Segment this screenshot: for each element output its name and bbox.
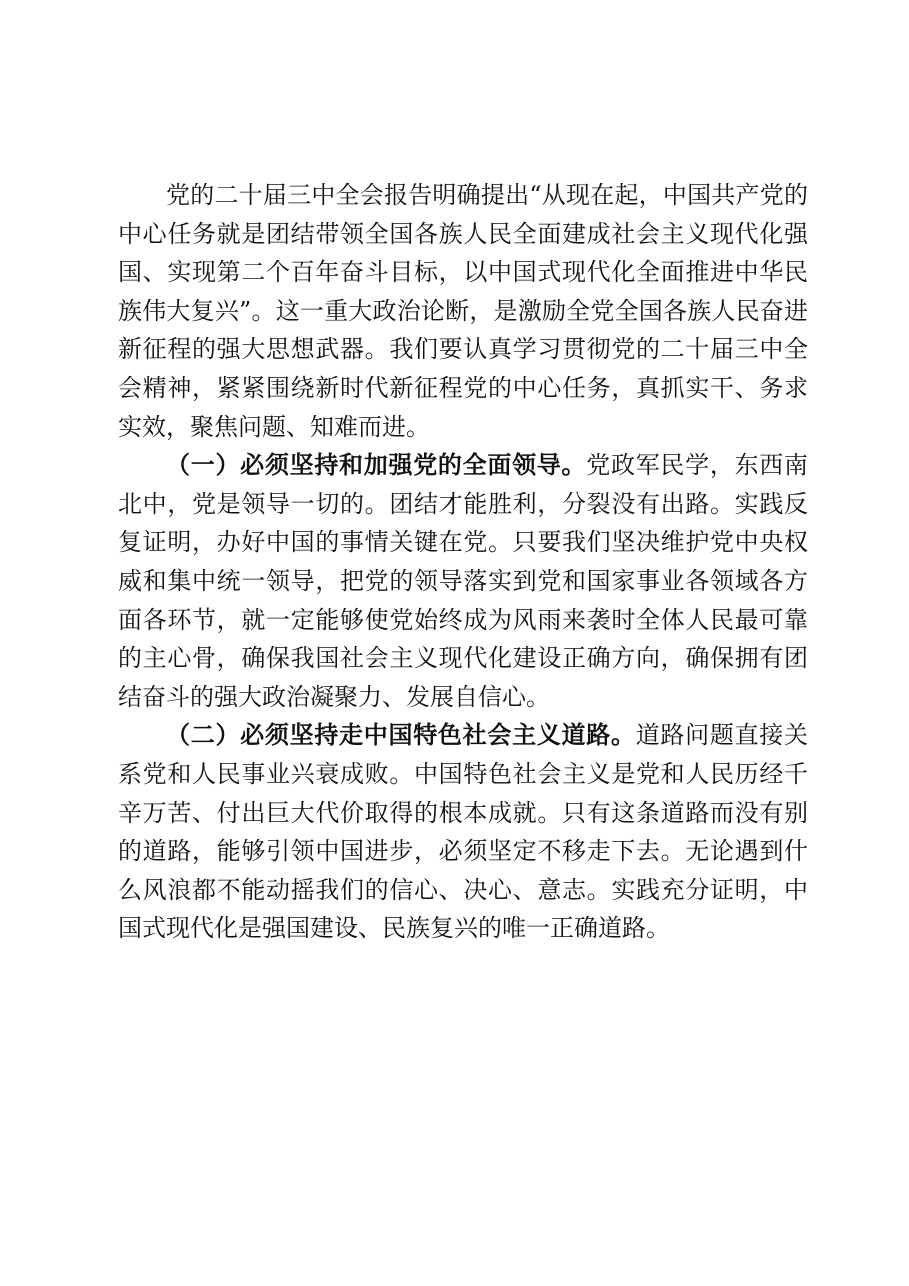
paragraph-text: 党政军民学，东西南北中，党是领导一切的。团结才能胜利，分裂没有出路。实践反复证明，办好中国的事情关键在党。只要我们坚决维护党中央权威和集中统一领导，把党的领导落实到党和国家事业各领域各方面各环节，就一定能够使党始终成为风雨来袭时全体人民最可靠的主心骨，确保我国社会主义现代化建设正确方向，确保拥有团结奋斗的强大政治凝聚力、发展自信心。 [118, 451, 809, 711]
paragraph-section-2 [118, 716, 808, 948]
section-heading: （一）必须坚持和加强党的全面领导。 [166, 450, 587, 480]
paragraph-section-1 [118, 446, 808, 716]
paragraph-text: 党的二十届三中全会报告明确提出“从现在起，中国共产党的中心任务就是团结带领全国各族人民全面建成社会主义现代化强国、实现第二个百年奋斗目标，以中国式现代化全面推进中华民族伟大复兴”。这一重大政治论断，是激励全党全国各族人民奋进新征程的强大思想武器。我们要认真学习贯彻党的二十届三中全会精神，紧紧围绕新时代新征程党的中心任务，真抓实干、务求实效，聚焦问题、知难而进。 [118, 181, 808, 441]
paragraph-text: 道路问题直接关系党和人民事业兴衰成败。中国特色社会主义是党和人民历经千辛万苦、付出巨大代价取得的根本成就。只有这条道路而没有别的道路，能够引领中国进步，必须坚定不移走下去。无论遇到什么风浪都不能动摇我们的信心、决心、意志。实践充分证明，中国式现代化是强国建设、民族复兴的唯一正确道路。 [118, 721, 809, 943]
section-heading: （二）必须坚持走中国特色社会主义道路。 [166, 720, 636, 750]
document-body [118, 176, 808, 948]
paragraph-intro [118, 176, 808, 446]
